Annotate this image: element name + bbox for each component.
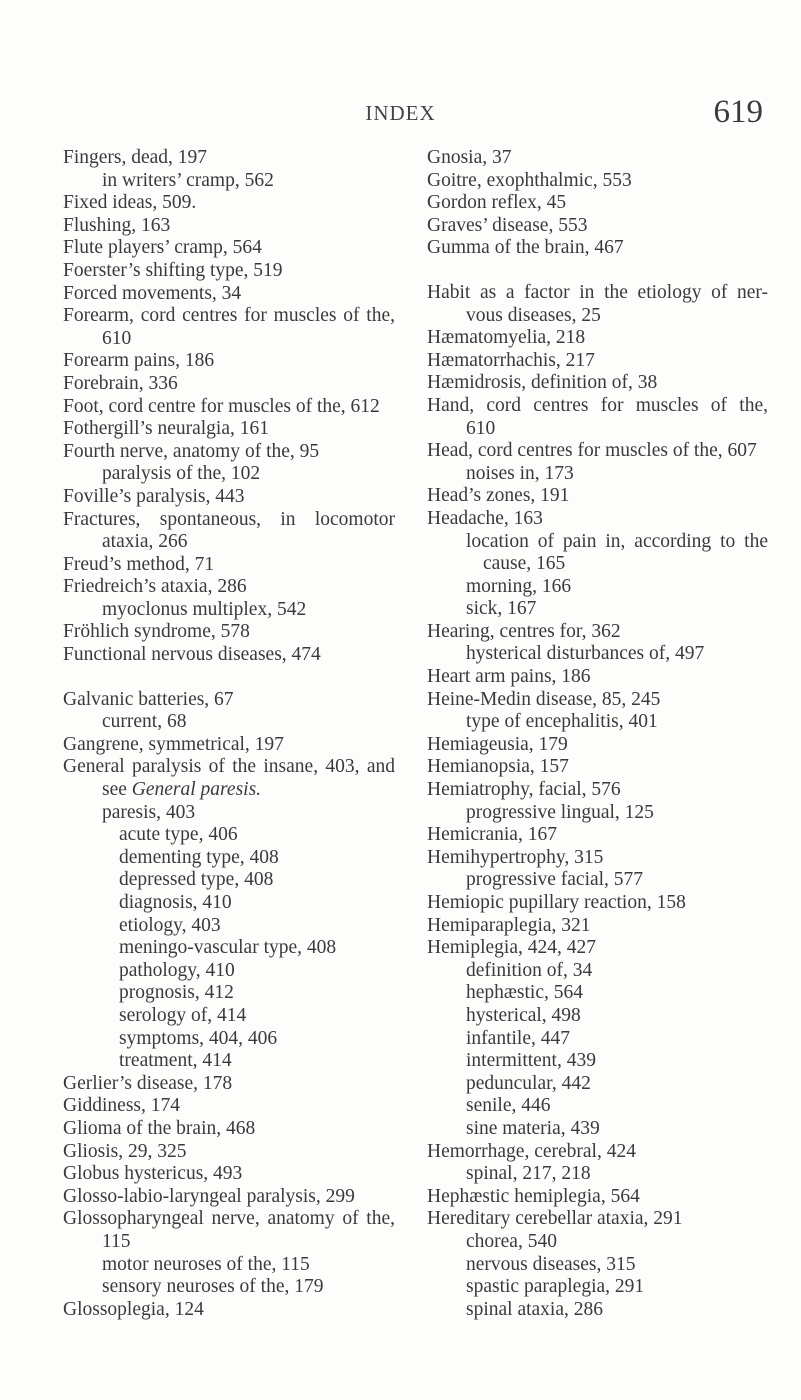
index-entry [63, 915, 395, 938]
index-entry-text: Friedreich’s ataxia, 286 [63, 576, 247, 598]
index-entry [427, 869, 768, 892]
index-entry [63, 305, 395, 328]
index-entry [63, 1095, 395, 1118]
index-entry-cross-reference: General paresis. [131, 779, 262, 801]
index-entry [427, 982, 768, 1005]
index-entry [427, 689, 768, 712]
index-entry [63, 328, 395, 351]
index-entry-text: in writers’ cramp, 562 [102, 169, 274, 191]
index-entry-text: Foville’s paralysis, 443 [63, 485, 245, 507]
index-entry [427, 1276, 768, 1299]
index-entry-text: chorea, 540 [466, 1230, 557, 1252]
index-entry [63, 1231, 395, 1254]
index-entry-text: meningo-vascular type, 408 [119, 937, 337, 959]
index-entry [63, 824, 395, 847]
index-entry [63, 418, 395, 441]
index-entry-text: cause, 165 [483, 553, 566, 575]
index-entry [427, 485, 768, 508]
index-entry-text: Hæmatorrhachis, 217 [427, 349, 595, 371]
index-entry-text: Gangrene, symmetrical, 197 [63, 733, 284, 755]
index-entry-text: spinal, 217, 218 [466, 1163, 591, 1185]
index-entry-text: General paralysis of the insane, 403, and [63, 756, 395, 778]
index-entry [427, 643, 768, 666]
index-entry [63, 1118, 395, 1141]
index-entry-text: Goitre, exophthalmic, 553 [427, 169, 632, 191]
index-entry-text: Flushing, 163 [63, 214, 171, 236]
index-entry [427, 237, 768, 260]
index-entry [63, 441, 395, 464]
index-entry [427, 350, 768, 373]
index-entry-text: Freud’s method, 71 [63, 553, 215, 575]
index-entry-text: Hemiatrophy, facial, 576 [427, 779, 621, 801]
index-entry-text: Giddiness, 174 [63, 1095, 180, 1117]
index-entry [427, 1095, 768, 1118]
index-entry [63, 192, 395, 215]
index-entry [63, 892, 395, 915]
index-entry-text: paresis, 403 [102, 801, 196, 823]
index-entry [427, 756, 768, 779]
index-entry-text: Fingers, dead, 197 [63, 147, 208, 168]
index-entry-text: spastic paraplegia, 291 [466, 1276, 645, 1298]
index-entry [427, 734, 768, 757]
index-entry [427, 1254, 768, 1277]
index-entry-text: definition of, 34 [466, 959, 593, 981]
index-entry [63, 1186, 395, 1209]
index-entry-text: Fixed ideas, 509. [63, 192, 197, 214]
index-column-right [427, 147, 768, 1321]
index-entry-text: Heart arm pains, 186 [427, 666, 591, 688]
index-entry-text: Forearm pains, 186 [63, 350, 215, 372]
index-entry-text: current, 68 [102, 711, 187, 733]
index-entry-text: Gerlier’s disease, 178 [63, 1072, 233, 1094]
index-entry [427, 192, 768, 215]
index-entry [427, 1231, 768, 1254]
index-entry [63, 576, 395, 599]
index-entry [63, 1005, 395, 1028]
index-entry-text: depressed type, 408 [119, 869, 274, 891]
index-entry-text: Gliosis, 29, 325 [63, 1140, 187, 1162]
index-entry-text: Hereditary cerebellar ataxia, 291 [427, 1208, 683, 1230]
index-column-left [63, 147, 395, 1321]
index-entry [427, 892, 768, 915]
index-entry-text: Hemiageusia, 179 [427, 733, 568, 755]
index-entry [63, 396, 395, 419]
index-entry [63, 734, 395, 757]
index-entry [427, 147, 768, 170]
index-entry-text: Functional nervous diseases, 474 [63, 644, 321, 666]
index-entry [427, 327, 768, 350]
index-entry [63, 802, 395, 825]
index-entry-text: Glossoplegia, 124 [63, 1298, 204, 1320]
index-entry-text: Hephæstic hemiplegia, 564 [427, 1185, 640, 1207]
index-entry-text: Gnosia, 37 [427, 147, 512, 168]
index-entry-text: progressive facial, 577 [466, 869, 644, 891]
index-entry [427, 1299, 768, 1322]
index-entry [63, 869, 395, 892]
index-entry [427, 1118, 768, 1141]
index-entry-text: Foerster’s shifting type, 519 [63, 259, 283, 281]
index-entry [63, 1050, 395, 1073]
index-entry-text: Hand, cord centres for muscles of the, [427, 394, 768, 416]
index-entry-text: acute type, 406 [119, 824, 238, 846]
index-entry [427, 282, 768, 305]
index-entry-text: Glosso-labio-laryngeal paralysis, 299 [63, 1185, 355, 1207]
index-entry [427, 508, 768, 531]
index-entry [427, 937, 768, 960]
index-entry [63, 1276, 395, 1299]
index-entry [427, 215, 768, 238]
index-entry-text: Gumma of the brain, 467 [427, 237, 624, 259]
index-entry [427, 711, 768, 734]
index-entry [63, 1163, 395, 1186]
index-entry [427, 395, 768, 418]
index-entry-text: spinal ataxia, 286 [466, 1298, 604, 1320]
index-entry-text: hysterical, 498 [466, 1004, 581, 1026]
index-entry [63, 756, 395, 779]
index-entry-text: Fractures, spontaneous, in locomotor [63, 508, 395, 530]
index-entry [63, 373, 395, 396]
index-entry [63, 621, 395, 644]
index-entry-text: Hemicrania, 167 [427, 824, 557, 846]
index-entry-text: Head, cord centres for muscles of the, 607 [427, 440, 757, 462]
index-entry-text: prognosis, 412 [119, 982, 234, 1004]
index-entry-text: sine materia, 439 [466, 1117, 600, 1139]
index-entry [63, 1254, 395, 1277]
index-entry [427, 960, 768, 983]
index-entry [427, 553, 768, 576]
index-entry [63, 531, 395, 554]
index-entry [427, 1186, 768, 1209]
index-entry [427, 1141, 768, 1164]
index-entry-text: Fothergill’s neuralgia, 161 [63, 418, 269, 440]
index-entry-text: senile, 446 [466, 1095, 551, 1117]
index-entry-text: type of encephalitis, 401 [466, 711, 658, 733]
index-entry [63, 1073, 395, 1096]
index-entry-text: Hemihypertrophy, 315 [427, 846, 604, 868]
index-entry-text: 610 [466, 417, 496, 439]
index-entry [427, 440, 768, 463]
index-entry [427, 372, 768, 395]
index-entry [63, 509, 395, 532]
index-entry-text: hephæstic, 564 [466, 982, 583, 1004]
index-entry-text: Hemiplegia, 424, 427 [427, 937, 596, 959]
index-entry [63, 711, 395, 734]
index-entry-text: Hæmatomyelia, 218 [427, 327, 586, 349]
index-entry [63, 147, 395, 170]
index-entry [63, 960, 395, 983]
index-entry [63, 1141, 395, 1164]
index-entry-text: Glioma of the brain, 468 [63, 1117, 256, 1139]
index-entry-text: intermittent, 439 [466, 1050, 596, 1072]
index-entry-text: Habit as a factor in the etiology of ner- [427, 281, 768, 303]
index-entry-text: Hemorrhage, cerebral, 424 [427, 1140, 636, 1162]
index-entry-text: Glossopharyngeal nerve, anatomy of the, [63, 1208, 395, 1230]
index-entry-text: Galvanic batteries, 67 [63, 688, 234, 710]
index-entry-text: Flute players’ cramp, 564 [63, 237, 262, 259]
index-entry [427, 666, 768, 689]
index-entry-text: serology of, 414 [119, 1004, 247, 1026]
index-entry-text: morning, 166 [466, 575, 572, 597]
index-entry-text: Fourth nerve, anatomy of the, 95 [63, 440, 320, 462]
index-entry [63, 170, 395, 193]
index-entry-text: Hearing, centres for, 362 [427, 620, 621, 642]
index-entry [427, 1073, 768, 1096]
index-entry [63, 486, 395, 509]
index-entry-text: symptoms, 404, 406 [119, 1027, 278, 1049]
index-entry-text: myoclonus multiplex, 542 [102, 598, 307, 620]
index-entry [427, 915, 768, 938]
index-entry-text: see [102, 779, 132, 801]
index-entry-text: location of pain in, according to the [466, 530, 768, 552]
index-entry-text: hysterical disturbances of, 497 [466, 643, 705, 665]
index-entry-text: progressive lingual, 125 [466, 801, 654, 823]
index-entry [427, 576, 768, 599]
index-entry [427, 802, 768, 825]
index-entry-text: Headache, 163 [427, 507, 543, 529]
index-entry [427, 1163, 768, 1186]
index-entry-text: Head’s zones, 191 [427, 485, 570, 507]
index-entry-text: peduncular, 442 [466, 1072, 591, 1094]
index-entry-text: 115 [102, 1230, 131, 1252]
index-entry [63, 215, 395, 238]
index-entry [427, 305, 768, 328]
index-entry [63, 599, 395, 622]
index-entry-text: Foot, cord centre for muscles of the, 612 [63, 395, 380, 417]
index-entry-text: Forced movements, 34 [63, 282, 242, 304]
index-entry-text: sensory neuroses of the, 179 [102, 1276, 324, 1298]
index-entry [63, 1299, 395, 1322]
index-entry-text: noises in, 173 [466, 462, 574, 484]
index-entry [427, 1005, 768, 1028]
page-title: INDEX [365, 101, 436, 125]
index-entry-text: motor neuroses of the, 115 [102, 1253, 310, 1275]
index-entry-text: pathology, 410 [119, 959, 235, 981]
index-entry-text: Graves’ disease, 553 [427, 214, 588, 236]
index-entry [63, 463, 395, 486]
index-entry [63, 937, 395, 960]
index-entry [63, 237, 395, 260]
index-entry-text: ataxia, 266 [102, 531, 188, 553]
index-entry-text: Hemianopsia, 157 [427, 756, 569, 778]
index-entry-text: Hemiopic pupillary reaction, 158 [427, 892, 686, 913]
index-entry-text: Fröhlich syndrome, 578 [63, 621, 250, 643]
index-entry-text: nervous diseases, 315 [466, 1253, 636, 1275]
index-entry [427, 531, 768, 554]
index-entry [427, 847, 768, 870]
index-entry [427, 621, 768, 644]
index-entry-text: paralysis of the, 102 [102, 463, 261, 485]
index-entry [427, 418, 768, 441]
index-entry [427, 598, 768, 621]
index-entry-text: etiology, 403 [119, 914, 221, 936]
index-entry-text: Gordon reflex, 45 [427, 192, 567, 214]
index-entry [427, 170, 768, 193]
index-entry-text: Heine-Medin disease, 85, 245 [427, 688, 661, 710]
index-entry-text: Hemiparaplegia, 321 [427, 914, 591, 936]
index-entry-text: Forearm, cord centres for muscles of the, [63, 305, 395, 327]
index-entry-text: sick, 167 [466, 598, 537, 620]
page-number: 619 [713, 94, 763, 130]
index-entry [63, 554, 395, 577]
index-entry [427, 824, 768, 847]
index-entry-text: Hæmidrosis, definition of, 38 [427, 372, 658, 394]
index-entry [63, 350, 395, 373]
index-entry-text: dementing type, 408 [119, 846, 279, 868]
index-entry [63, 1208, 395, 1231]
index-entry [63, 283, 395, 306]
index-entry-text: infantile, 447 [466, 1027, 570, 1049]
index-entry [427, 1208, 768, 1231]
index-entry [63, 779, 395, 802]
index-entry [63, 847, 395, 870]
index-entry [427, 1050, 768, 1073]
index-entry [427, 779, 768, 802]
index-entry [63, 982, 395, 1005]
index-entry-text: Globus hystericus, 493 [63, 1163, 243, 1185]
index-entry [63, 689, 395, 712]
index-entry-text: Forebrain, 336 [63, 372, 178, 394]
index-entry-text: diagnosis, 410 [119, 892, 232, 913]
index-entry-text: treatment, 414 [119, 1050, 232, 1072]
index-entry [63, 644, 395, 667]
index-entry [63, 1028, 395, 1051]
index-entry [63, 260, 395, 283]
index-entry-text: vous diseases, 25 [466, 304, 601, 326]
index-entry [427, 1028, 768, 1051]
index-entry-text: 610 [102, 327, 132, 349]
index-entry [427, 463, 768, 486]
